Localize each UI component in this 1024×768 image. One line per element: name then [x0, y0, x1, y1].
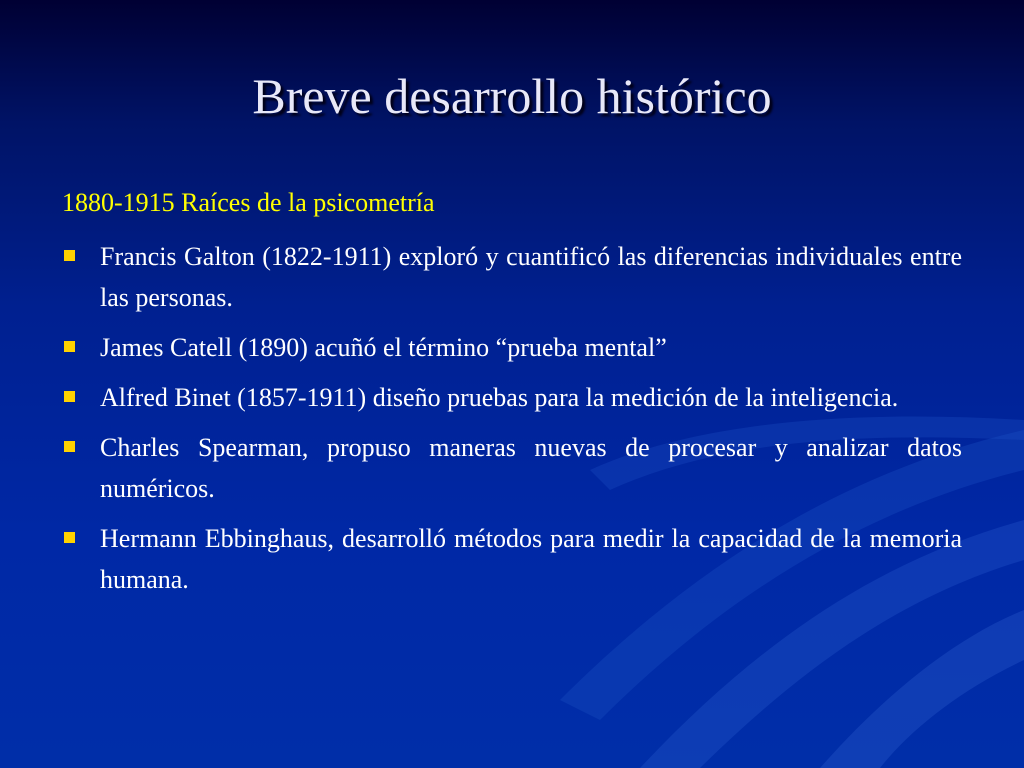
bullet-item-galton [62, 236, 962, 318]
slide-title: Breve desarrollo histórico [252, 68, 772, 124]
bullet-text: Hermann Ebbinghaus, desarrolló métodos para medir la capacidad de la memoria humana. [100, 524, 962, 594]
bullet-item-catell [62, 327, 962, 368]
bullet-text: James Catell (1890) acuñó el término “prueba mental” [100, 333, 667, 362]
bullet-text: Alfred Binet (1857-1911) diseño pruebas para la medición de la inteligencia. [100, 383, 899, 412]
bullet-text: Francis Galton (1822-1911) exploró y cuantificó las diferencias individuales entre las personas. [100, 242, 962, 312]
bullet-list [62, 236, 962, 609]
square-bullet-icon [64, 391, 75, 402]
bullet-item-binet [62, 377, 962, 418]
square-bullet-icon [64, 341, 75, 352]
bullet-item-spearman [62, 427, 962, 509]
bullet-item-ebbinghaus [62, 518, 962, 600]
slide-subtitle: 1880-1915 Raíces de la psicometría [62, 188, 435, 217]
square-bullet-icon [64, 250, 75, 261]
bullet-text: Charles Spearman, propuso maneras nuevas de procesar y analizar datos numéricos. [100, 433, 962, 503]
square-bullet-icon [64, 441, 75, 452]
square-bullet-icon [64, 532, 75, 543]
